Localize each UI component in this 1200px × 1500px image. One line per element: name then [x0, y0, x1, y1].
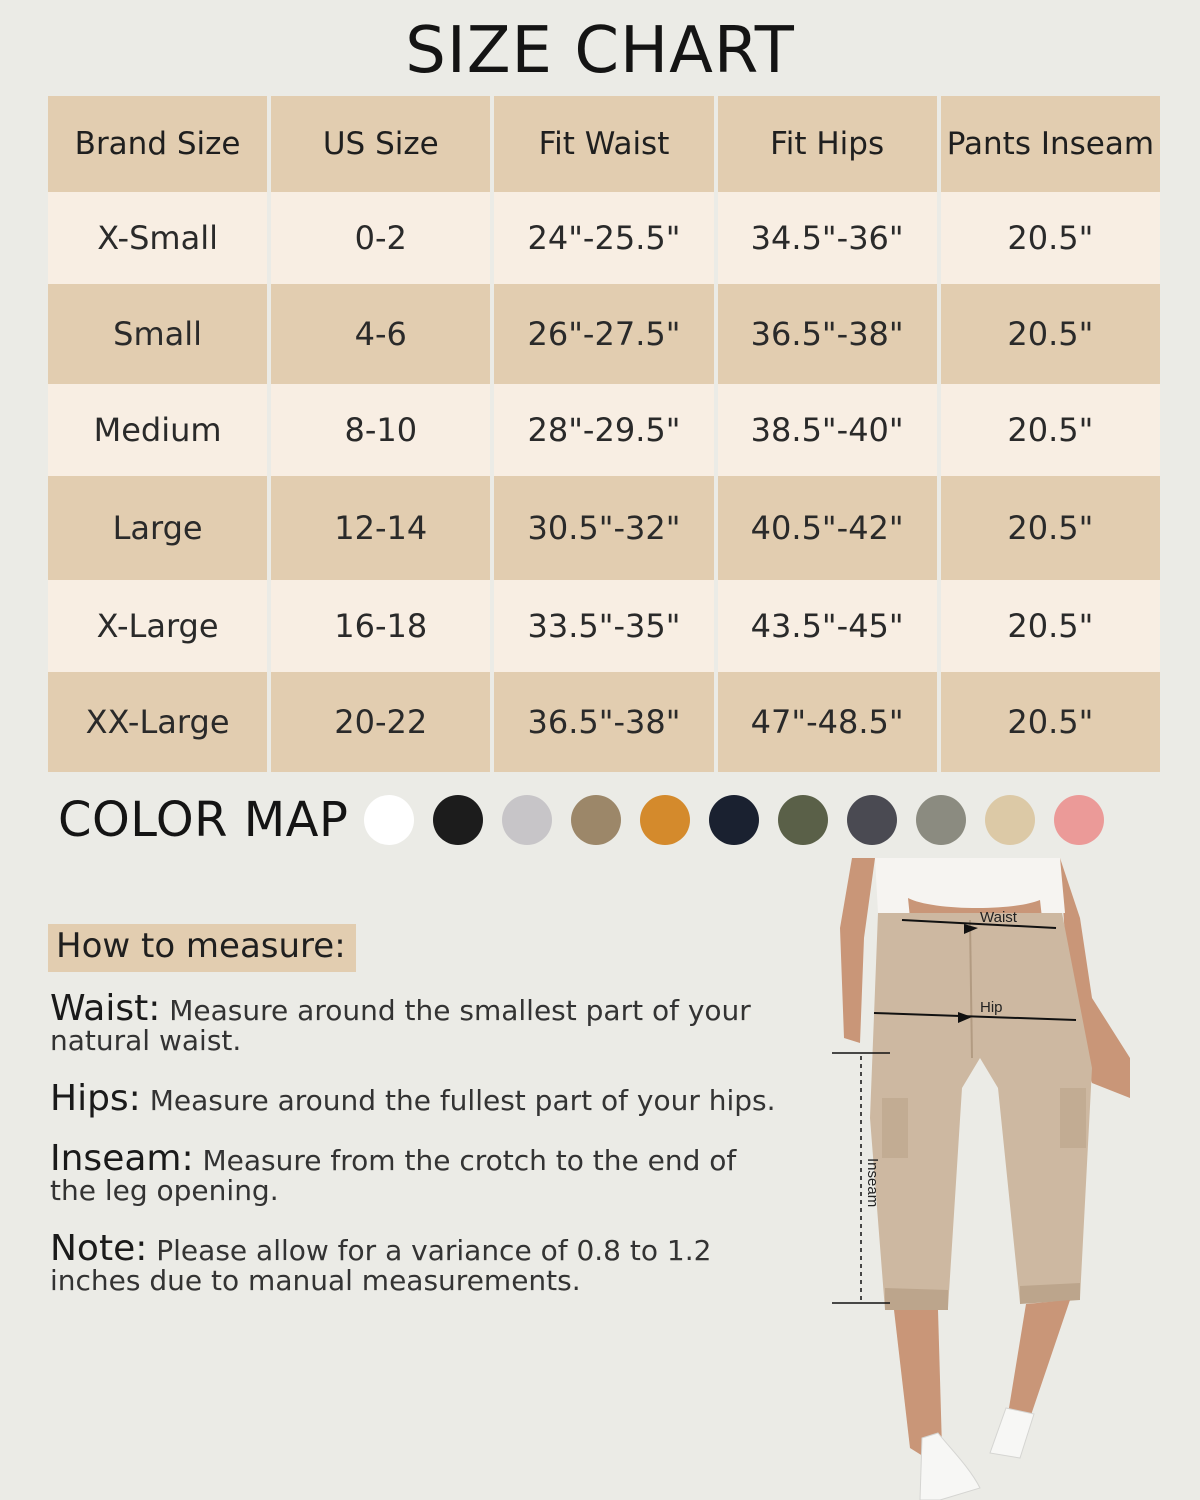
- cell-fit-hips: 40.5"-42": [718, 476, 937, 580]
- color-swatch: [1054, 795, 1104, 845]
- cell-fit-waist: 33.5"-35": [494, 580, 713, 672]
- color-swatch-list: [364, 795, 1123, 845]
- left-cuff: [885, 1288, 948, 1310]
- cell-fit-hips: 43.5"-45": [718, 580, 937, 672]
- instruction-term: Hips:: [50, 1078, 141, 1119]
- cell-fit-hips: 34.5"-36": [718, 192, 937, 284]
- color-swatch: [571, 795, 621, 845]
- header-fit-waist: Fit Waist: [494, 96, 713, 192]
- table-row: [48, 192, 1160, 284]
- cell-fit-waist: 30.5"-32": [494, 476, 713, 580]
- color-swatch: [433, 795, 483, 845]
- color-map: [58, 790, 1123, 850]
- cell-fit-hips: 38.5"-40": [718, 384, 937, 476]
- cell-fit-waist: 28"-29.5": [494, 384, 713, 476]
- cell-brand-size: X-Small: [48, 192, 267, 284]
- instruction-text: Measure around the fullest part of your hips.: [149, 1084, 776, 1117]
- right-leg: [1008, 1300, 1070, 1418]
- table-row: [48, 476, 1160, 580]
- page-title: SIZE CHART: [405, 14, 795, 88]
- cell-brand-size: Small: [48, 284, 267, 384]
- hip-label: Hip: [980, 999, 1003, 1016]
- instruction-term: Inseam:: [50, 1138, 194, 1179]
- cell-brand-size: XX-Large: [48, 672, 267, 772]
- left-shoe: [920, 1433, 980, 1500]
- instruction-inseam: [50, 1138, 770, 1207]
- table-header-row: [48, 96, 1160, 192]
- inseam-label: Inseam: [864, 1158, 881, 1208]
- color-swatch: [640, 795, 690, 845]
- cell-brand-size: Medium: [48, 384, 267, 476]
- cell-fit-waist: 36.5"-38": [494, 672, 713, 772]
- cell-inseam: 20.5": [941, 672, 1160, 772]
- cell-inseam: 20.5": [941, 192, 1160, 284]
- instruction-text: Please allow for a variance of 0.8 to 1.2 inches due to manual measurements.: [50, 1234, 712, 1297]
- header-fit-hips: Fit Hips: [718, 96, 937, 192]
- color-map-label: COLOR MAP: [58, 792, 349, 848]
- instruction-note: [50, 1228, 750, 1297]
- color-swatch: [847, 795, 897, 845]
- table-row: [48, 284, 1160, 384]
- table-row: [48, 672, 1160, 772]
- instruction-waist: [50, 988, 810, 1057]
- cell-fit-hips: 36.5"-38": [718, 284, 937, 384]
- cell-us-size: 0-2: [271, 192, 490, 284]
- model-measurement-figure: [830, 858, 1130, 1500]
- color-swatch: [985, 795, 1035, 845]
- cell-inseam: 20.5": [941, 580, 1160, 672]
- cell-inseam: 20.5": [941, 284, 1160, 384]
- right-shoe: [990, 1408, 1034, 1458]
- cell-us-size: 12-14: [271, 476, 490, 580]
- color-swatch: [709, 795, 759, 845]
- left-cargo-pocket: [882, 1098, 908, 1158]
- header-pants-inseam: Pants Inseam: [941, 96, 1160, 192]
- table-row: [48, 384, 1160, 476]
- right-cuff: [1020, 1283, 1080, 1304]
- cell-fit-waist: 24"-25.5": [494, 192, 713, 284]
- right-cargo-pocket: [1060, 1088, 1086, 1148]
- color-swatch: [778, 795, 828, 845]
- how-to-measure-heading: How to measure:: [48, 924, 356, 972]
- cell-fit-hips: 47"-48.5": [718, 672, 937, 772]
- cell-us-size: 20-22: [271, 672, 490, 772]
- instruction-text: Measure around the smallest part of your natural waist.: [50, 994, 751, 1057]
- color-swatch: [502, 795, 552, 845]
- cell-inseam: 20.5": [941, 384, 1160, 476]
- header-us-size: US Size: [271, 96, 490, 192]
- cell-fit-waist: 26"-27.5": [494, 284, 713, 384]
- cell-inseam: 20.5": [941, 476, 1160, 580]
- header-brand-size: Brand Size: [48, 96, 267, 192]
- instruction-hips: [50, 1078, 810, 1119]
- left-arm: [840, 858, 875, 1043]
- instruction-text: Measure from the crotch to the end of the leg opening.: [50, 1144, 737, 1207]
- cell-brand-size: X-Large: [48, 580, 267, 672]
- size-chart-table: [44, 96, 1164, 772]
- table-row: [48, 580, 1160, 672]
- cell-brand-size: Large: [48, 476, 267, 580]
- instruction-term: Note:: [50, 1228, 148, 1269]
- cell-us-size: 8-10: [271, 384, 490, 476]
- waist-label: Waist: [980, 909, 1017, 926]
- cell-us-size: 16-18: [271, 580, 490, 672]
- color-swatch: [364, 795, 414, 845]
- cell-us-size: 4-6: [271, 284, 490, 384]
- color-swatch: [916, 795, 966, 845]
- instruction-term: Waist:: [50, 988, 161, 1029]
